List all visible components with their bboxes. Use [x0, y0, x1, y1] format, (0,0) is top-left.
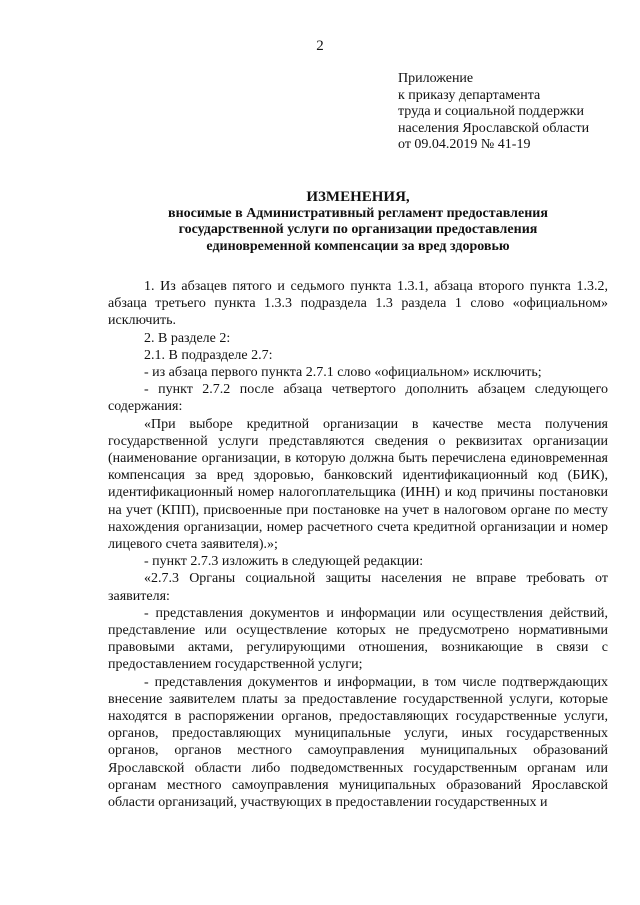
paragraph: - представления документов и информации или осуществления действий, представление или осуществление которых не предусмотрено нормативными правовыми актами, регулирующими отношения, возникающие в связи с предоставлением государственной услуги; [108, 605, 608, 673]
title-line: единовременной компенсации за вред здоровью [206, 238, 510, 254]
paragraph: - из абзаца первого пункта 2.7.1 слово «официальном» исключить; [144, 365, 542, 381]
document-title [108, 189, 608, 255]
appendix-line: к приказу департамента [398, 87, 541, 103]
paragraph: «2.7.3 Органы социальной защиты населения не вправе требовать от заявителя: [108, 571, 608, 604]
title-line: ИЗМЕНЕНИЯ, [306, 189, 410, 205]
appendix-line: населения Ярославской области [398, 120, 590, 136]
appendix-line: от 09.04.2019 № 41-19 [398, 137, 531, 152]
paragraph: 2.1. В подразделе 2.7: [144, 347, 273, 363]
paragraph: «При выборе кредитной организации в качестве места получения государственной услуги представляются сведения о реквизитах организации (наименование организации, в которую должна быть перечислена единовременная компенсация за вред здоровью, банковский идентификационный код (БИК), идентификационный номер налогоплательщика (ИНН) и код причины постановки на учет (КПП), присвоенные при постановке на учет в налоговом органе по месту нахождения организации, номер расчетного счета кредитной организации и номер лицевого счета заявителя).»; [108, 416, 608, 553]
paragraph: 1. Из абзацев пятого и седьмого пункта 1.3.1, абзаца второго пункта 1.3.2, абзаца третьего пункта 1.3.3 подраздела 1.3 раздела 1 слово «официальном» исключить. [108, 279, 608, 329]
paragraph: - пункт 2.7.2 после абзаца четвертого дополнить абзацем следующего содержания: [108, 382, 608, 415]
paragraph: - представления документов и информации, в том числе подтверждающих внесение заявителем платы за предоставление государственной услуги, которые находятся в распоряжении органов, предоставляющих государственные услуги, органов, предоставляющих муниципальные услуги, иных государственных органов, органов местного самоуправления муниципальных образований Ярославской области либо подведомственных государственным органам или органам местного самоуправления муниципальных образований Ярославской области организаций, участвующих в предоставлении государственных и [108, 674, 608, 811]
title-line: государственной услуги по организации предоставления [178, 222, 538, 237]
paragraph: - пункт 2.7.3 изложить в следующей редакции: [144, 554, 424, 570]
page-number: 2 [316, 38, 324, 54]
paragraph: 2. В разделе 2: [144, 330, 231, 346]
document-body [108, 278, 608, 811]
title-line: вносимые в Административный регламент предоставления [168, 205, 548, 221]
appendix-block [398, 71, 628, 154]
appendix-line: Приложение [398, 71, 474, 86]
appendix-line: труда и социальной поддержки [398, 104, 584, 119]
